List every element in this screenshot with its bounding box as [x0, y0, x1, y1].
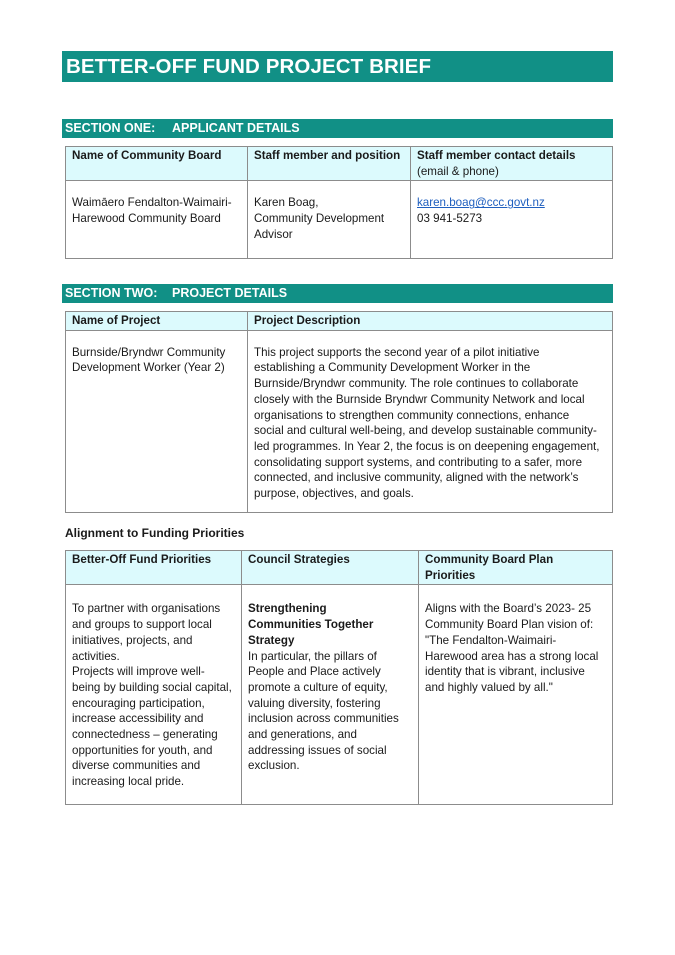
header-staff-member: Staff member and position	[248, 147, 411, 181]
alignment-heading: Alignment to Funding Priorities	[65, 526, 245, 540]
header-community-board: Name of Community Board	[66, 147, 248, 181]
header-project-name: Name of Project	[66, 312, 248, 331]
fund-priorities-text: To partner with organisations and groups to support local initiatives, projects, and activities. Projects will improve well- being by building social capital, encouraging participation, increase accessibility and connectedness – generating opportunities for youth, and diverse communities and increasing local pride.	[72, 602, 232, 789]
table-header-row	[66, 147, 613, 181]
table-row	[66, 181, 613, 259]
section-one-label: SECTION ONE:	[65, 121, 156, 135]
project-description: This project supports the second year of a pilot initiative establishing a Community Development Worker in the Burnside/Bryndwr community. The role continues to collaborate closely with the Burnside Bryndwr Community Network and local organisations to strengthen community connections, enhance social and cultural well-being, and develop sustainable community- led programmes. In Year 2, the focus is on deepening engagement, consolidating support systems, and contributing to a safer, more connected, and inclusive community, aligned with the network’s purpose, objectives, and goals.	[254, 345, 600, 501]
staff-phone: 03 941-5273	[417, 212, 483, 226]
project-name: Burnside/Bryndwr Community Development Worker (Year 2)	[72, 345, 226, 375]
alignment-table	[65, 550, 613, 805]
applicant-details-table	[65, 146, 613, 259]
table-row	[66, 330, 613, 512]
header-fund-priorities: Better-Off Fund Priorities	[66, 551, 242, 585]
council-strategy-text: In particular, the pillars of People and Place actively promote a culture of equity, valuing diversity, fostering inclusion across communities and generations, and addressing issues of social exclusion.	[248, 649, 399, 773]
header-contact-label: Staff member contact details	[417, 149, 576, 162]
council-strategy-title: Strengthening Communities Together Strategy	[248, 602, 374, 647]
header-board-plan-priorities: Community Board Plan Priorities	[419, 551, 613, 585]
section-one-name: APPLICANT DETAILS	[172, 121, 300, 135]
table-header-row	[66, 312, 613, 331]
project-details-table	[65, 311, 613, 513]
page-title: BETTER-OFF FUND PROJECT BRIEF	[62, 51, 613, 82]
table-row	[66, 585, 613, 805]
staff-email-link[interactable]: karen.boag@ccc.govt.nz	[417, 196, 545, 210]
header-contact-details	[411, 147, 613, 181]
table-header-row	[66, 551, 613, 585]
header-contact-sub: (email & phone)	[417, 164, 499, 178]
staff-member-name: Karen Boag, Community Development Advisor	[254, 196, 385, 241]
header-council-strategies: Council Strategies	[242, 551, 419, 585]
section-two-label: SECTION TWO:	[65, 286, 158, 300]
board-plan-text: Aligns with the Board’s 2023- 25 Community Board Plan vision of: "The Fendalton-Waimairi- Harewood area has a strong local identity that is vibrant, inclusive and highly valued by all."	[425, 602, 599, 694]
header-project-description: Project Description	[248, 312, 613, 331]
community-board-name: Waimāero Fendalton-Waimairi- Harewood Community Board	[72, 196, 232, 226]
section-two-name: PROJECT DETAILS	[172, 286, 288, 300]
section-two-bar	[62, 284, 613, 303]
section-one-bar	[62, 119, 613, 138]
